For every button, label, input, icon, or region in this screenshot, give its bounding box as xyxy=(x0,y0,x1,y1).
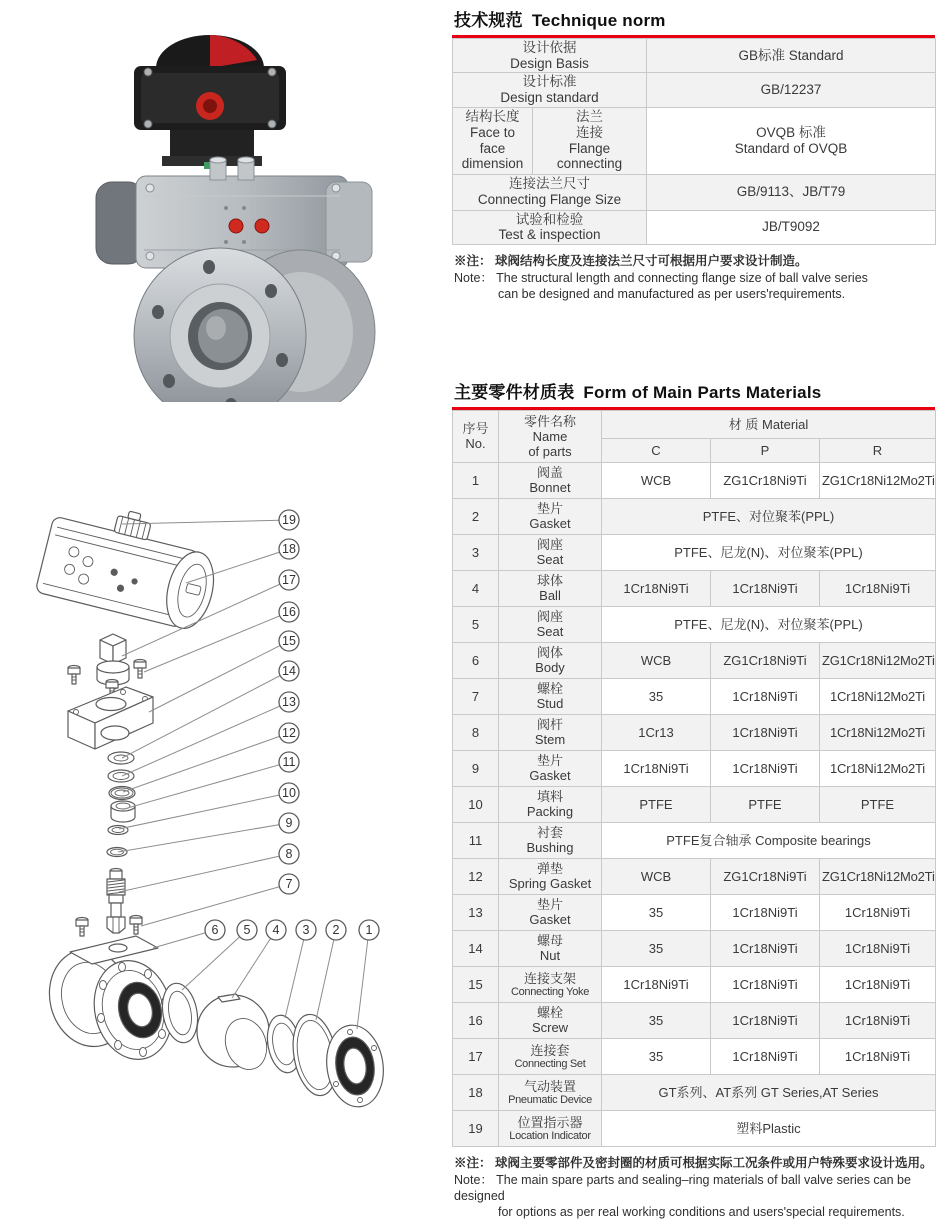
materials-row xyxy=(453,1074,936,1110)
col-header-c: C xyxy=(602,438,711,462)
air-port-plug-red xyxy=(255,219,269,233)
norm-cell: 法兰 连接 Flange connecting xyxy=(533,107,647,174)
cell-part-no: 16 xyxy=(453,1002,499,1038)
callout-leader-12 xyxy=(123,733,289,792)
cell-material-r: 1Cr18Ni9Ti xyxy=(820,1038,936,1074)
cell-part-name: 垫片 Gasket xyxy=(499,498,602,534)
cell-material-c: 35 xyxy=(602,678,711,714)
cell-material-span: 塑料Plastic xyxy=(602,1110,936,1146)
callout-label-9: 9 xyxy=(285,816,293,831)
limit-switch-box xyxy=(134,35,286,169)
note-line-en2: for options as per real working conditions and users'special requirements. xyxy=(498,1204,905,1219)
cell-material-c: WCB xyxy=(602,642,711,678)
cell-material-p: ZG1Cr18Ni9Ti xyxy=(711,462,820,498)
callout-label-12: 12 xyxy=(282,726,296,741)
materials-row xyxy=(453,714,936,750)
callout-leader-11 xyxy=(124,762,289,809)
cell-material-c: 1Cr18Ni9Ti xyxy=(602,966,711,1002)
callout-label-4: 4 xyxy=(272,923,280,938)
cell-part-no: 3 xyxy=(453,534,499,570)
product-photo xyxy=(58,10,418,402)
materials-row xyxy=(453,678,936,714)
callout-label-17: 17 xyxy=(282,573,296,588)
norm-cell: 设计依据 Design Basis xyxy=(453,39,647,73)
cell-part-no: 4 xyxy=(453,570,499,606)
cell-part-no: 10 xyxy=(453,786,499,822)
callout-leader-2 xyxy=(316,930,336,1020)
callout-label-13: 13 xyxy=(282,695,296,710)
note-line-cn: ※注： 球阀结构长度及连接法兰尺寸可根据用户要求设计制造。 xyxy=(454,253,808,268)
technique-norm-row xyxy=(453,210,936,244)
materials-row xyxy=(453,786,936,822)
materials-row xyxy=(453,1002,936,1038)
materials-row xyxy=(453,1038,936,1074)
cell-material-span: GT系列、AT系列 GT Series,AT Series xyxy=(602,1074,936,1110)
note-line-en: Note： The main spare parts and sealing–ring materials of ball valve series can be designed xyxy=(454,1172,911,1203)
cell-part-name: 阀座 Seat xyxy=(499,534,602,570)
cell-material-p: 1Cr18Ni9Ti xyxy=(711,930,820,966)
technique-norm-row xyxy=(453,107,936,174)
callout-leader-19 xyxy=(122,520,289,524)
callout-label-18: 18 xyxy=(282,542,296,557)
callout-label-2: 2 xyxy=(332,923,340,938)
cell-part-name: 弹垫 Spring Gasket xyxy=(499,858,602,894)
materials-row xyxy=(453,750,936,786)
callout-label-16: 16 xyxy=(282,605,296,620)
cell-material-p: 1Cr18Ni9Ti xyxy=(711,678,820,714)
cell-material-r: 1Cr18Ni12Mo2Ti xyxy=(820,714,936,750)
technique-norm-table xyxy=(452,38,936,245)
cell-part-name: 球体 Ball xyxy=(499,570,602,606)
note-line-cn: ※注： 球阀主要零部件及密封圈的材质可根据实际工况条件或用户特殊要求设计选用。 xyxy=(454,1155,933,1170)
air-port-plug-red xyxy=(229,219,243,233)
cell-material-span: PTFE、对位聚苯(PPL) xyxy=(602,498,936,534)
bonnet-drawing xyxy=(322,1022,389,1111)
cell-part-name: 位置指示器 Location Indicator xyxy=(499,1110,602,1146)
callout-label-8: 8 xyxy=(285,847,293,862)
col-header-p: P xyxy=(711,438,820,462)
cell-material-p: 1Cr18Ni9Ti xyxy=(711,966,820,1002)
norm-cell: GB/9113、JB/T79 xyxy=(647,174,936,210)
cell-material-r: 1Cr18Ni9Ti xyxy=(820,966,936,1002)
cell-material-r: PTFE xyxy=(820,786,936,822)
cell-part-no: 15 xyxy=(453,966,499,1002)
callout-label-19: 19 xyxy=(282,513,296,528)
cell-part-name: 螺栓 Screw xyxy=(499,1002,602,1038)
callout-label-15: 15 xyxy=(282,634,296,649)
technique-norm-row xyxy=(453,174,936,210)
materials-row xyxy=(453,822,936,858)
cell-material-p: 1Cr18Ni9Ti xyxy=(711,894,820,930)
callout-leader-15 xyxy=(149,641,289,712)
cell-material-p: PTFE xyxy=(711,786,820,822)
materials-row xyxy=(453,462,936,498)
materials-row xyxy=(453,498,936,534)
cell-material-c: 1Cr18Ni9Ti xyxy=(602,570,711,606)
callout-leader-8 xyxy=(119,854,289,892)
cell-material-c: 35 xyxy=(602,1038,711,1074)
materials-title-cn: 主要零件材质表 xyxy=(454,382,575,402)
norm-cell: JB/T9092 xyxy=(647,210,936,244)
callout-leader-10 xyxy=(119,793,289,829)
technique-norm-note xyxy=(452,253,935,302)
cell-material-c: WCB xyxy=(602,462,711,498)
cell-material-r: 1Cr18Ni12Mo2Ti xyxy=(820,750,936,786)
callout-leader-3 xyxy=(285,930,306,1018)
cell-part-name: 阀体 Body xyxy=(499,642,602,678)
exploded-diagram xyxy=(18,486,438,1155)
cell-material-span: PTFE复合轴承 Composite bearings xyxy=(602,822,936,858)
cell-part-no: 5 xyxy=(453,606,499,642)
callout-label-6: 6 xyxy=(211,923,219,938)
col-header-r: R xyxy=(820,438,936,462)
cell-part-no: 14 xyxy=(453,930,499,966)
cell-material-p: ZG1Cr18Ni9Ti xyxy=(711,858,820,894)
col-header-material: 材 质 Material xyxy=(602,410,936,438)
cell-part-no: 9 xyxy=(453,750,499,786)
cell-part-no: 8 xyxy=(453,714,499,750)
cell-part-name: 衬套 Bushing xyxy=(499,822,602,858)
materials-row xyxy=(453,858,936,894)
materials-note xyxy=(452,1155,935,1220)
cell-material-r: ZG1Cr18Ni12Mo2Ti xyxy=(820,642,936,678)
cell-material-c: 1Cr13 xyxy=(602,714,711,750)
cell-part-no: 1 xyxy=(453,462,499,498)
cell-material-r: ZG1Cr18Ni12Mo2Ti xyxy=(820,462,936,498)
connecting-yoke-drawing xyxy=(68,687,153,749)
cell-material-p: 1Cr18Ni9Ti xyxy=(711,750,820,786)
cell-part-no: 7 xyxy=(453,678,499,714)
cell-part-no: 13 xyxy=(453,894,499,930)
norm-cell: GB标准 Standard xyxy=(647,39,936,73)
gasket-ring-stack-drawing xyxy=(107,752,135,857)
cell-part-no: 17 xyxy=(453,1038,499,1074)
valve-body-drawing xyxy=(39,936,182,1068)
norm-cell: 试验和检验 Test & inspection xyxy=(453,210,647,244)
cell-part-name: 连接套 Connecting Set xyxy=(499,1038,602,1074)
cell-material-p: 1Cr18Ni9Ti xyxy=(711,1002,820,1038)
callout-label-3: 3 xyxy=(302,923,310,938)
callout-label-11: 11 xyxy=(282,755,296,770)
note-line-en2: can be designed and manufactured as per users'requirements. xyxy=(498,286,846,301)
cell-part-name: 填料 Packing xyxy=(499,786,602,822)
norm-cell: 结构长度 Face to face dimension xyxy=(453,107,533,174)
cell-material-span: PTFE、尼龙(N)、对位聚苯(PPL) xyxy=(602,534,936,570)
actuator-drawing xyxy=(35,494,226,634)
technique-norm-row xyxy=(453,73,936,107)
cell-material-r: 1Cr18Ni12Mo2Ti xyxy=(820,678,936,714)
callout-label-7: 7 xyxy=(285,877,293,892)
norm-cell: 设计标准 Design standard xyxy=(453,73,647,107)
cell-material-c: 1Cr18Ni9Ti xyxy=(602,750,711,786)
materials-row xyxy=(453,966,936,1002)
cell-part-name: 阀盖 Bonnet xyxy=(499,462,602,498)
cell-material-p: ZG1Cr18Ni9Ti xyxy=(711,642,820,678)
stem-drawing xyxy=(107,869,125,934)
cell-material-span: PTFE、尼龙(N)、对位聚苯(PPL) xyxy=(602,606,936,642)
materials-row xyxy=(453,606,936,642)
cell-material-c: PTFE xyxy=(602,786,711,822)
cell-part-name: 螺栓 Stud xyxy=(499,678,602,714)
norm-cell: 连接法兰尺寸 Connecting Flange Size xyxy=(453,174,647,210)
materials-row xyxy=(453,570,936,606)
technique-norm-row xyxy=(453,39,936,73)
materials-row xyxy=(453,642,936,678)
cell-part-name: 垫片 Gasket xyxy=(499,894,602,930)
materials-row xyxy=(453,534,936,570)
materials-title-en: Form of Main Parts Materials xyxy=(583,382,822,402)
cell-material-r: 1Cr18Ni9Ti xyxy=(820,570,936,606)
cell-material-r: ZG1Cr18Ni12Mo2Ti xyxy=(820,858,936,894)
materials-row xyxy=(453,930,936,966)
technique-norm-title-cn: 技术规范 xyxy=(454,11,523,30)
cell-part-no: 19 xyxy=(453,1110,499,1146)
ball-drawing xyxy=(197,994,273,1075)
cell-material-r: 1Cr18Ni9Ti xyxy=(820,894,936,930)
cell-material-r: 1Cr18Ni9Ti xyxy=(820,1002,936,1038)
technique-norm-title-en: Technique norm xyxy=(531,11,666,30)
cell-part-name: 阀座 Seat xyxy=(499,606,602,642)
callout-label-14: 14 xyxy=(282,664,296,679)
cell-material-p: 1Cr18Ni9Ti xyxy=(711,714,820,750)
cell-material-c: WCB xyxy=(602,858,711,894)
cell-part-no: 6 xyxy=(453,642,499,678)
cell-part-name: 螺母 Nut xyxy=(499,930,602,966)
cell-part-no: 18 xyxy=(453,1074,499,1110)
valve-body-wafer xyxy=(134,248,375,402)
materials-row xyxy=(453,894,936,930)
note-line-en: Note： The structural length and connecting flange size of ball valve series xyxy=(454,270,868,285)
callout-leader-4 xyxy=(232,930,276,998)
cell-material-r: 1Cr18Ni9Ti xyxy=(820,930,936,966)
cell-material-c: 35 xyxy=(602,930,711,966)
cell-material-c: 35 xyxy=(602,894,711,930)
callout-leader-1 xyxy=(357,930,369,1029)
materials-table xyxy=(452,410,936,1147)
cell-part-no: 2 xyxy=(453,498,499,534)
cell-part-name: 连接支架 Connecting Yoke xyxy=(499,966,602,1002)
cell-part-name: 阀杆 Stem xyxy=(499,714,602,750)
materials-title xyxy=(452,372,935,410)
norm-cell: OVQB 标准 Standard of OVQB xyxy=(647,107,936,174)
callout-label-5: 5 xyxy=(243,923,251,938)
cell-material-p: 1Cr18Ni9Ti xyxy=(711,1038,820,1074)
materials-row xyxy=(453,1110,936,1146)
cell-part-name: 垫片 Gasket xyxy=(499,750,602,786)
col-header-name: 零件名称 Name of parts xyxy=(499,410,602,462)
cell-material-p: 1Cr18Ni9Ti xyxy=(711,570,820,606)
cell-part-name: 气动装置 Pneumatic Device xyxy=(499,1074,602,1110)
spec-panel xyxy=(452,0,935,1220)
cell-part-no: 11 xyxy=(453,822,499,858)
callout-leader-9 xyxy=(118,823,289,852)
cell-part-no: 12 xyxy=(453,858,499,894)
technique-norm-title xyxy=(452,0,935,38)
norm-cell: GB/12237 xyxy=(647,73,936,107)
col-header-no: 序号 No. xyxy=(453,410,499,462)
cell-material-c: 35 xyxy=(602,1002,711,1038)
callout-label-10: 10 xyxy=(282,786,296,801)
callout-label-1: 1 xyxy=(365,923,373,938)
